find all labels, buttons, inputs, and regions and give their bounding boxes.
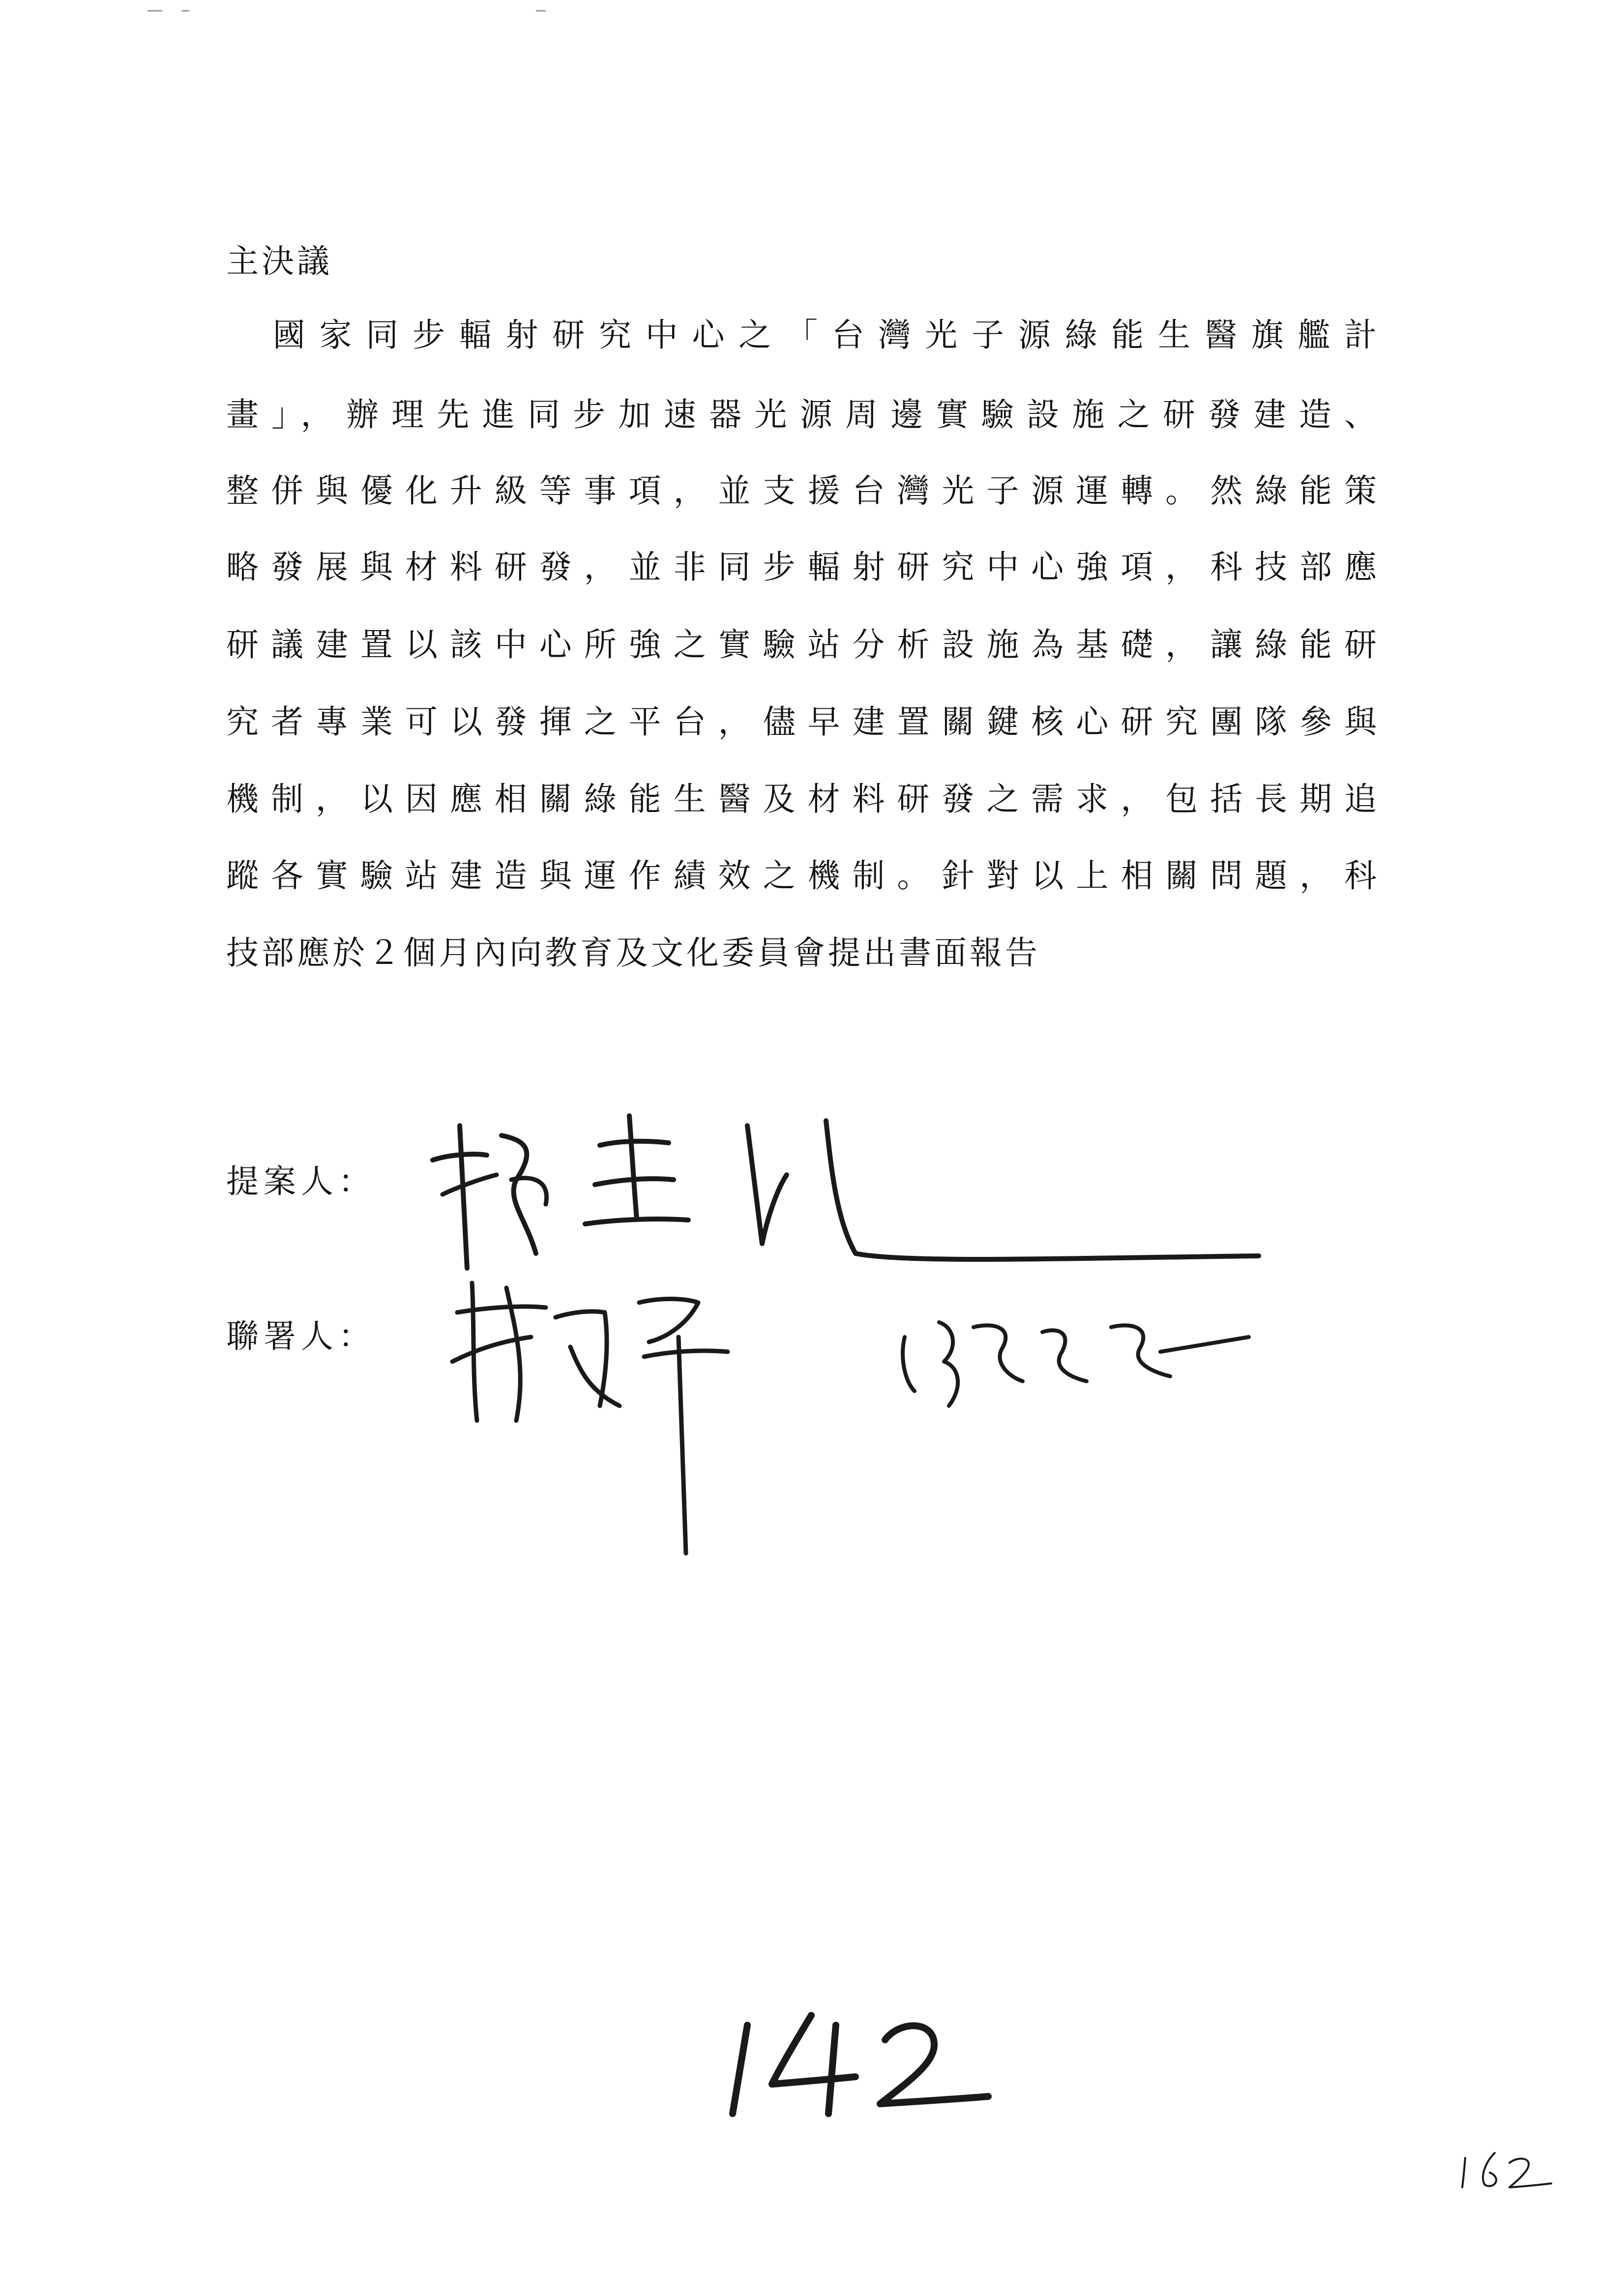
- handwritten-corner-number: [1455, 2143, 1554, 2192]
- body-line-4: 略發展與材料研發，並非同步輻射研究中心強項，科技部應: [226, 548, 1377, 586]
- body-line-5: 研議建置以該中心所強之實驗站分析設施為基礎，讓綠能研: [226, 626, 1377, 664]
- proposer-label: 提案人：: [226, 1163, 376, 1200]
- handwritten-page-number: [703, 1996, 1008, 2123]
- resolution-heading: 主決議: [226, 242, 332, 280]
- cosigner-signature-1: [443, 1258, 787, 1563]
- body-line-2: 畫」，辦理先進同步加速器光源周邊實驗設施之研發建造、: [226, 396, 1377, 434]
- scan-edge-marks: [0, 0, 1624, 29]
- body-line-3: 整併與優化升級等事項，並支援台灣光子源運轉。然綠能策: [226, 472, 1377, 510]
- body-line-8: 蹤各實驗站建造與運作績效之機制。針對以上相關問題，科: [226, 857, 1377, 895]
- body-line-1: 國家同步輻射研究中心之「台灣光子源綠能生醫旗艦計: [226, 316, 1377, 354]
- body-line-9: 技部應於２個月內向教育及文化委員會提出書面報告: [226, 934, 1040, 972]
- cosigner-label: 聯署人：: [226, 1317, 376, 1355]
- body-line-7: 機制，以因應相關綠能生醫及材料研發之需求，包括長期追: [226, 780, 1377, 818]
- body-line-6: 究者專業可以發揮之平台，儘早建置關鍵核心研究團隊參與: [226, 703, 1377, 741]
- cosigner-signature-2: [885, 1308, 1259, 1416]
